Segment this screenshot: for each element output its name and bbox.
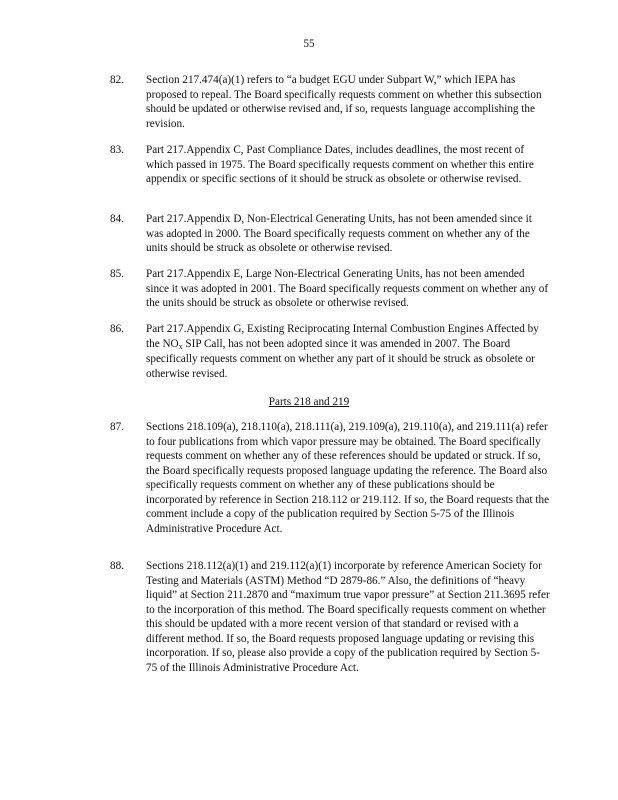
paragraph-87 (110, 420, 550, 536)
subscript-x: x (178, 341, 183, 351)
paragraph-86 (110, 322, 550, 381)
paragraph-number: 87. (110, 421, 124, 433)
paragraph-number: 82. (110, 74, 124, 86)
paragraph-text: Part 217.Appendix C, Past Compliance Dates, includes deadlines, the most recent of which passed in 1975. The Board specifically requests comment on whether this entire appendix or specific sections of it should be struck as obsolete or otherwise revised. (146, 144, 534, 185)
page-number: 55 (303, 38, 315, 50)
paragraph-83 (110, 143, 550, 187)
paragraph-text: Sections 218.112(a)(1) and 219.112(a)(1) incorporate by reference American Society for Testing and Materials (ASTM) Method “D 2879-86.” Also, the definitions of “heavy liquid” at Section 211.2870 and “maximum true vapor pressure” at Section 211.3695 refer to the incorporation of this method. The Board specifically requests comment on whether this should be updated with a more recent version of that standard or revised with a different method. If so, the Board requests proposed language updating or revising this incorporation. If so, please also provide a copy of the publication required by Section 5-75 of the Illinois Administrative Procedure Act. (146, 560, 550, 674)
paragraph-number: 83. (110, 144, 124, 156)
section-heading: Parts 218 and 219 (268, 396, 350, 408)
paragraph-82 (110, 73, 550, 131)
paragraph-text: Sections 218.109(a), 218.110(a), 218.111(a), 219.109(a), 219.110(a), and 219.111(a) refer to four publications from which vapor pressure may be obtained. The Board specifically requests comment on whether any of these references should be updated or struck. If so, the Board specifically requests proposed language updating the reference. The Board also specifically requests comment on whether any of these publications should be incorporated by reference in Section 218.112 or 219.112. If so, the Board requests that the comment include a copy of the publication required by Section 5-75 of the Illinois Administrative Procedure Act. (146, 421, 550, 535)
paragraph-84 (110, 212, 550, 256)
paragraph-number: 85. (110, 268, 124, 280)
paragraph-number: 84. (110, 213, 124, 225)
paragraph-text: Part 217.Appendix G, Existing Reciprocating Internal Combustion Engines Affected by the $NO_x$ SIP Call, has not been adopted since it was amended in 2007. The Board specifically requests comment on whether any part of it should be struck as obsolete or otherwise revised. (146, 323, 539, 380)
paragraph-number: 86. (110, 323, 124, 335)
paragraph-text: Part 217.Appendix E, Large Non-Electrical Generating Units, has not been amended since it was adopted in 2001. The Board specifically requests comment on whether any of the units should be struck as obsolete or otherwise revised. (146, 268, 549, 309)
paragraph-text: Section 217.474(a)(1) refers to “a budget EGU under Subpart W,” which IEPA has proposed to repeal. The Board specifically requests comment on whether this subsection should be updated or otherwise revised and, if so, requests language accomplishing the revision. (146, 74, 542, 130)
paragraph-number: 88. (110, 560, 124, 572)
paragraph-88 (110, 559, 550, 675)
paragraph-85 (110, 267, 550, 311)
paragraph-text: Part 217.Appendix D, Non-Electrical Generating Units, has not been amended since it was adopted in 2000. The Board specifically requests comment on whether any of the units should be struck as obsolete or otherwise revised. (146, 213, 532, 254)
